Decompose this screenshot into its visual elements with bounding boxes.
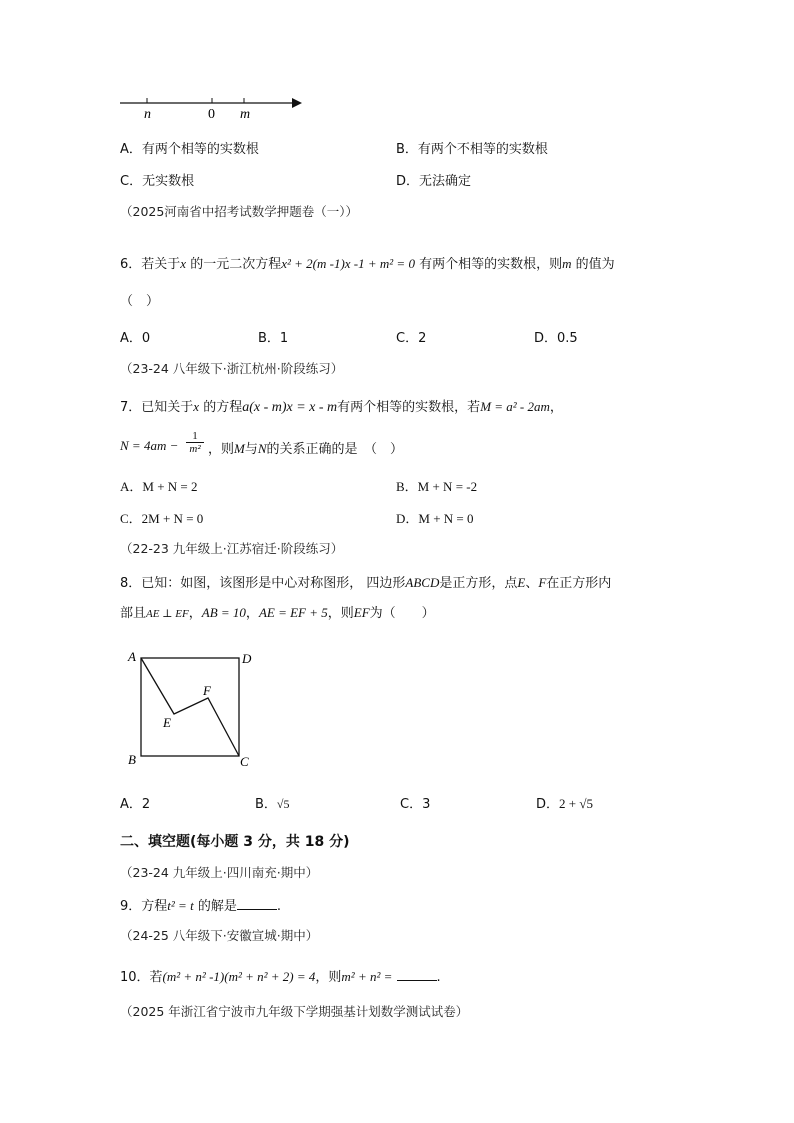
q10-answer-blank[interactable] <box>397 968 437 981</box>
q7-text6: 的关系正确的是 （ ） <box>266 442 404 457</box>
q7-option-c: C．2M + N = 0 <box>120 511 204 526</box>
q10-text2: ，则 <box>315 970 342 985</box>
q7-text2: 有两个相等的实数根，若 <box>337 400 481 415</box>
q8-option-c: C．3 <box>400 797 431 812</box>
q8-source: （22-23 九年级上·江苏宿迁·阶段练习） <box>120 541 344 556</box>
q10-text3: . <box>436 970 441 985</box>
q10-text1: 10．若 <box>120 970 163 985</box>
number-line-arrow <box>292 98 302 108</box>
q8-point-e: E <box>517 575 526 590</box>
vertex-a: A <box>128 649 136 664</box>
q9-text3: . <box>276 899 281 914</box>
q8-text-h: 为（ ） <box>369 606 435 621</box>
q6-stem <box>120 253 615 272</box>
q5-option-d: D．无法确定 <box>396 174 472 189</box>
label-0: 0 <box>208 107 215 122</box>
q6-source: （2025河南省中招考试数学押题卷（一）） <box>120 204 359 219</box>
vertex-d: D <box>242 651 252 666</box>
q7-num: 7．已知关于 <box>120 400 194 415</box>
q7-source: （23-24 八年级下·浙江杭州·阶段练习） <box>120 361 344 376</box>
q7-text3: ， <box>549 400 563 415</box>
q6-answer-paren: （ ） <box>120 294 160 309</box>
label-m: m <box>240 107 251 122</box>
q7-option-b: B．M + N = -2 <box>396 479 478 494</box>
q6-var-m: m <box>562 256 572 271</box>
q6-option-d: D．0.5 <box>534 331 578 346</box>
q7-frac-num: 1 <box>186 430 204 443</box>
vertex-c: C <box>240 754 249 769</box>
q5-option-b: B．有两个不相等的实数根 <box>396 142 548 157</box>
q8-option-b-value: √5 <box>276 797 290 811</box>
q6-text2: 有两个相等的实数根，则 <box>414 257 563 272</box>
q6-text3: 的值为 <box>571 257 615 272</box>
q8-ef: EF <box>353 605 370 620</box>
q10-equation: (m² + n² -1)(m² + n² + 2) = 4 <box>162 969 316 984</box>
label-n: n <box>144 107 151 122</box>
point-f-label: F <box>203 683 211 698</box>
q8-text-g: ，则 <box>327 606 354 621</box>
q8-text-d: 部且 <box>120 606 147 621</box>
q7-text1: 的方程 <box>199 400 243 415</box>
q7-stem-line1 <box>120 396 563 416</box>
point-e-label: E <box>163 715 171 730</box>
q7-var-x: x <box>193 399 200 414</box>
q7-option-a: A．M + N = 2 <box>120 479 198 494</box>
q8-square-figure <box>124 645 264 771</box>
polyline-aefc <box>141 658 239 756</box>
q9-answer-blank[interactable] <box>237 897 277 910</box>
q7-eq-n: N = 4am − <box>120 438 179 453</box>
q8-text-f: ， <box>245 606 259 621</box>
q6-option-c: C．2 <box>396 331 427 346</box>
q8-option-b <box>255 793 290 812</box>
q8-sep: 、 <box>525 576 539 591</box>
q8-text-a: 8．已知：如图，该图形是中心对称图形， 四边形 <box>120 576 406 591</box>
q7-text4: ，则 <box>208 442 235 457</box>
q8-stem-line1 <box>120 572 611 591</box>
q10-source: （24-25 八年级下·安徽宣城·期中） <box>120 928 319 943</box>
q8-perp: AE ⊥ EF <box>146 608 189 620</box>
q8-text-e: ， <box>188 606 202 621</box>
q8-option-d-value: 2 + √5 <box>559 796 593 811</box>
number-line-figure <box>118 92 308 124</box>
q7-var-M: M <box>234 441 245 456</box>
q8-option-a: A．2 <box>120 797 151 812</box>
q8-abcd: ABCD <box>405 575 440 590</box>
q8-text-c: 在正方形内 <box>546 576 612 591</box>
q6-var-x: x <box>180 256 187 271</box>
q7-var-N: N <box>257 441 267 456</box>
q9-text2: 的解是 <box>193 899 237 914</box>
q5-option-c: C．无实数根 <box>120 174 195 189</box>
q8-ab: AB = 10 <box>201 605 246 620</box>
q7-fraction <box>186 430 204 455</box>
q7-equation: a(x - m)x = x - m <box>242 400 338 415</box>
q8-option-b-label: B． <box>255 797 277 812</box>
q8-text-b: 是正方形，点 <box>439 576 518 591</box>
q8-ae: AE = EF + 5 <box>258 605 328 620</box>
q8-point-f: F <box>538 575 547 590</box>
q6-num: 6．若关于 <box>120 257 181 272</box>
q6-option-a: A．0 <box>120 331 151 346</box>
vertex-b: B <box>128 752 136 767</box>
q9-stem <box>120 895 281 914</box>
q6-equation: x² + 2(m -1)x -1 + m² = 0 <box>281 256 415 271</box>
q7-text5: 与 <box>244 442 258 457</box>
q7-line2-tail <box>208 438 403 457</box>
q8-option-d-label: D． <box>536 797 560 812</box>
q10-stem <box>120 966 441 985</box>
q8-option-d <box>536 793 593 812</box>
q9-text1: 9．方程 <box>120 899 168 914</box>
q6-text1: 的一元二次方程 <box>186 257 282 272</box>
q10-equation2: m² + n² = <box>341 969 393 984</box>
q9-source: （23-24 九年级上·四川南充·期中） <box>120 865 319 880</box>
q5-option-a: A．有两个相等的实数根 <box>120 142 259 157</box>
q7-frac-den: m² <box>189 443 201 455</box>
q9-equation: t² = t <box>167 898 194 913</box>
q8-stem-line2 <box>120 602 435 621</box>
q11-source: （2025 年浙江省宁波市九年级下学期强基计划数学测试试卷） <box>120 1004 469 1019</box>
q7-option-d: D．M + N = 0 <box>396 511 474 526</box>
q6-option-b: B．1 <box>258 331 289 346</box>
q7-eq-m: M = a² - 2am <box>480 399 550 414</box>
section-2-heading: 二、填空题(每小题 3 分，共 18 分) <box>120 834 350 850</box>
